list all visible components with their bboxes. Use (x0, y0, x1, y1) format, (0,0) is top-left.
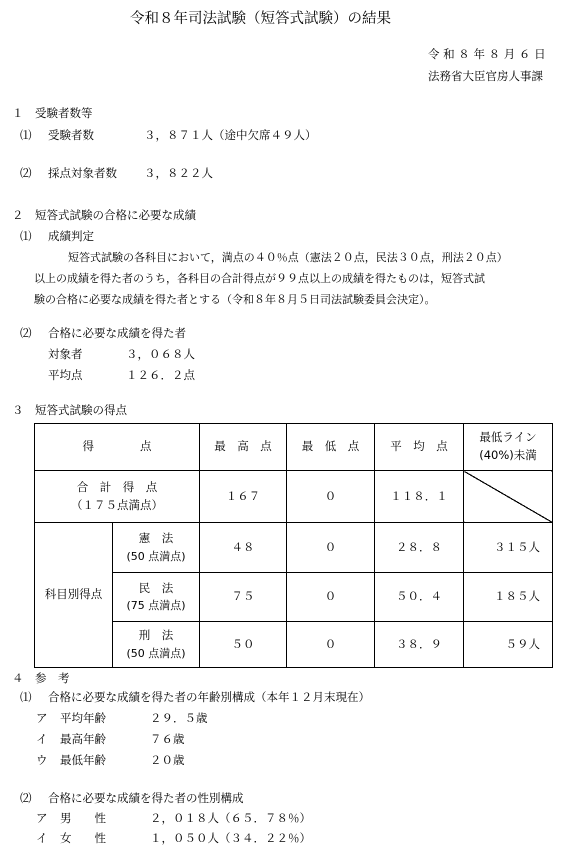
average-value: １２６．２点 (126, 368, 195, 382)
section-heading: 受験者数等 (35, 106, 93, 120)
target-value: ３，０６８人 (126, 347, 195, 361)
header-score: 得 点 (35, 424, 200, 471)
table-row (35, 622, 553, 668)
subject-full-marks: (50 点満点) (126, 549, 186, 563)
subject-below-line: １８５人 (464, 573, 553, 622)
age-label: 平均年齢 (60, 711, 106, 725)
total-label: 合 計 得 点 (76, 479, 158, 494)
total-max: １６７ (200, 471, 287, 523)
issuer: 法務省大臣官房人事課 (428, 69, 543, 83)
gender-heading: 合格に必要な成績を得た者の性別構成 (48, 791, 244, 805)
table-row (35, 471, 553, 523)
subject-below-line: ３１５人 (464, 523, 553, 573)
subject-min: ０ (287, 523, 375, 573)
header-below-line (464, 424, 553, 471)
table-row (35, 523, 553, 573)
gender-mark: イ (36, 831, 48, 845)
age-mark: イ (36, 732, 48, 746)
age-value: ２０歳 (150, 753, 185, 767)
age-value: ２９．５歳 (150, 711, 208, 725)
section-number: ２ (12, 208, 24, 222)
item-number: ⑵ (20, 326, 32, 340)
graded-value: ３，８２２人 (144, 166, 213, 180)
subject-avg: ２８．８ (375, 523, 464, 573)
age-label: 最低年齢 (60, 753, 106, 767)
section-heading: 参 考 (35, 671, 70, 685)
item-number: ⑴ (20, 690, 32, 704)
age-value: ７６歳 (150, 732, 185, 746)
age-label: 最高年齢 (60, 732, 106, 746)
item-number: ⑴ (20, 128, 32, 142)
judgement-label: 成績判定 (48, 229, 94, 243)
passers-label: 合格に必要な成績を得た者 (48, 326, 186, 340)
header-below-line-1: 最低ライン (479, 430, 537, 445)
subject-name: 憲 法 (138, 531, 174, 546)
issue-date: 令 和 ８ 年 ８ 月 ６ 日 (428, 47, 546, 61)
target-label: 対象者 (48, 347, 83, 361)
examinees-value: ３，８７１人（途中欠席４９人） (144, 128, 317, 142)
gender-label: 男 性 (60, 811, 106, 825)
age-mark: ア (36, 711, 48, 725)
subject-cell (113, 523, 200, 573)
table-header-row (35, 424, 553, 471)
section-heading: 短答式試験の得点 (35, 403, 127, 417)
total-avg: １１８．１ (375, 471, 464, 523)
graded-label: 採点対象者数 (48, 166, 117, 180)
subject-full-marks: (75 点満点) (126, 599, 186, 613)
gender-mark: ア (36, 811, 48, 825)
header-avg: 平 均 点 (375, 424, 464, 471)
gender-value: ２，０１８人（６５．７８％） (150, 811, 311, 825)
judgement-text-line: 短答式試験の各科目において，満点の４０％点（憲法２０点，民法３０点，刑法２０点） (68, 251, 508, 264)
item-number: ⑵ (20, 166, 32, 180)
subject-max: ７５ (200, 573, 287, 622)
item-number: ⑴ (20, 229, 32, 243)
item-number: ⑵ (20, 791, 32, 805)
total-min: ０ (287, 471, 375, 523)
subject-cell (113, 573, 200, 622)
empty-diagonal-cell (464, 471, 553, 523)
section-number: ４ (12, 671, 24, 685)
age-mark: ウ (36, 753, 48, 767)
judgement-text-line: 験の合格に必要な成績を得た者とする（令和８年８月５日司法試験委員会決定）。 (34, 293, 436, 306)
gender-value: １，０５０人（３４．２２％） (150, 831, 311, 845)
subject-max: ５０ (200, 622, 287, 668)
total-full-marks: （１７５点満点） (71, 497, 163, 512)
document-title: 令和８年司法試験（短答式試験）の結果 (130, 11, 391, 27)
subject-min: ０ (287, 622, 375, 668)
subject-name: 民 法 (138, 580, 174, 595)
header-below-line-2: (40%)未満 (479, 448, 537, 462)
score-table (34, 423, 553, 668)
judgement-text-line: 以上の成績を得た者のうち，各科目の合計得点が９９点以上の成績を得たものは，短答式試 (34, 272, 485, 285)
subject-group-label: 科目別得点 (35, 523, 113, 668)
header-max: 最 高 点 (200, 424, 287, 471)
section-number: ３ (12, 403, 24, 417)
subject-below-line: ５９人 (464, 622, 553, 668)
section-number: １ (12, 106, 24, 120)
total-label-cell (35, 471, 200, 523)
subject-name: 刑 法 (138, 628, 174, 643)
subject-avg: ５０．４ (375, 573, 464, 622)
table-row (35, 573, 553, 622)
header-min: 最 低 点 (287, 424, 375, 471)
subject-max: ４８ (200, 523, 287, 573)
age-heading: 合格に必要な成績を得た者の年齢別構成（本年１２月末現在） (48, 690, 370, 704)
average-label: 平均点 (48, 368, 83, 382)
subject-cell (113, 622, 200, 668)
section-heading: 短答式試験の合格に必要な成績 (35, 208, 196, 222)
subject-avg: ３８．９ (375, 622, 464, 668)
examinees-label: 受験者数 (48, 128, 94, 142)
subject-min: ０ (287, 573, 375, 622)
gender-label: 女 性 (60, 831, 106, 845)
subject-full-marks: (50 点満点) (126, 646, 186, 660)
